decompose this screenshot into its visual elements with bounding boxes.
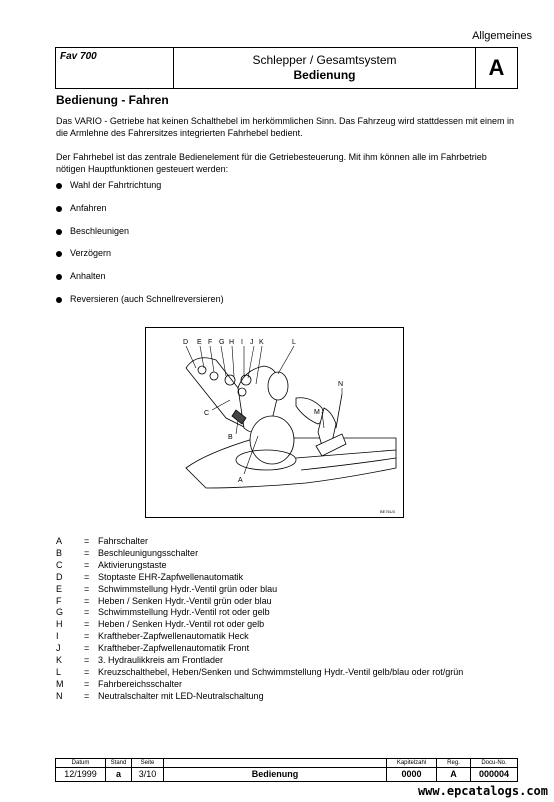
legend-row: G = Schwimmstellung Hydr.-Ventil rot oder gelb: [56, 607, 270, 618]
legend-row: M = Fahrbereichsschalter: [56, 678, 183, 689]
figure-label-b: B: [228, 434, 233, 441]
list-item: Beschleunigen: [56, 226, 224, 249]
legend-row: F = Heben / Senken Hydr.-Ventil grün oder blau: [56, 595, 272, 606]
list-item: Verzögern: [56, 248, 224, 271]
legend-row: H = Heben / Senken Hydr.-Ventil rot oder gelb: [56, 619, 265, 630]
drive-lever-figure: [145, 327, 404, 518]
figure-label-c: C: [204, 410, 210, 417]
header-subtitle: Bedienung: [293, 68, 356, 82]
figure-label-a: A: [238, 477, 243, 484]
list-item: Anfahren: [56, 203, 224, 226]
footer-datum: Datum 12/1999: [56, 759, 106, 781]
figure-label-n: N: [338, 381, 344, 388]
footer-docu: Docu-No. 000004: [471, 759, 517, 781]
figure-label-i: I: [241, 339, 243, 346]
legend-row: L = Kreuzschalthebel, Heben/Senken und Schwimmstellung Hydr.-Ventil gelb/blau oder rot/grün: [56, 666, 464, 677]
list-item: Anhalten: [56, 271, 224, 294]
bullet-icon: [56, 251, 62, 257]
figure-label-k: K: [259, 339, 264, 346]
figure-label-j: J: [250, 339, 254, 346]
figure-code: BE76U3: [380, 509, 395, 514]
footer-table: [55, 758, 518, 782]
bullet-icon: [56, 206, 62, 212]
watermark: www.epcatalogs.com: [417, 784, 548, 798]
section-label: Allgemeines: [472, 30, 532, 42]
figure-label-d: D: [183, 339, 189, 346]
legend-row: K = 3. Hydraulikkreis am Frontlader: [56, 655, 224, 666]
section-heading: Bedienung - Fahren: [56, 93, 169, 107]
bullet-icon: [56, 229, 62, 235]
chapter-letter: A: [475, 48, 517, 88]
figure-label-e: E: [197, 339, 202, 346]
header-title-block: [174, 48, 475, 88]
footer-reg: Reg. A: [437, 759, 471, 781]
footer-seite: Seite 3/10: [132, 759, 164, 781]
figure-label-h: H: [229, 339, 235, 346]
footer-kapitel: Kapitelzahl 0000: [387, 759, 437, 781]
legend-row: B = Beschleunigungsschalter: [56, 547, 199, 558]
paragraph-lever: Der Fahrhebel ist das zentrale Bedienelement für die Getriebesteuerung. Mit ihm können alle im Fahrbetrieb nötigen Hauptfunktionen gesteuert werden:: [56, 152, 487, 174]
figure-label-f: F: [208, 339, 213, 346]
footer-stand: Stand a: [106, 759, 132, 781]
legend-row: E = Schwimmstellung Hydr.-Ventil grün oder blau: [56, 583, 278, 594]
legend-row: A = Fahrschalter: [56, 536, 149, 546]
legend-row: I = Kraftheber-Zapfwellenautomatik Heck: [56, 631, 249, 642]
bullet-icon: [56, 183, 62, 189]
legend-row: D = Stoptaste EHR-Zapfwellenautomatik: [56, 571, 244, 582]
paragraph-intro: Das VARIO - Getriebe hat keinen Schalthebel im herkömmlichen Sinn. Das Fahrzeug wird stattdessen mit einem in die Armlehne des Fahrersitzes integrierten Fahrhebel bedient.: [56, 116, 515, 138]
figure-label-m: M: [314, 409, 320, 416]
figure-label-l: L: [292, 339, 296, 346]
bullet-icon: [56, 297, 62, 303]
header-title: Schlepper / Gesamtsystem: [252, 53, 397, 67]
legend-row: N = Neutralschalter mit LED-Neutralschaltung: [56, 690, 264, 701]
list-item: Wahl der Fahrtrichtung: [56, 180, 224, 203]
header-box: [55, 47, 518, 89]
legend: [56, 536, 463, 703]
bullet-icon: [56, 274, 62, 280]
drive-lever-illustration: [146, 328, 403, 517]
legend-row: J = Kraftheber-Zapfwellenautomatik Front: [56, 643, 250, 654]
figure-label-g: G: [219, 339, 225, 346]
legend-row: C = Aktivierungstaste: [56, 559, 167, 570]
function-list: [56, 180, 224, 317]
footer-title: Bedienung: [164, 759, 387, 781]
model-label: Fav 700: [56, 48, 174, 88]
list-item: Reversieren (auch Schnellreversieren): [56, 294, 224, 317]
